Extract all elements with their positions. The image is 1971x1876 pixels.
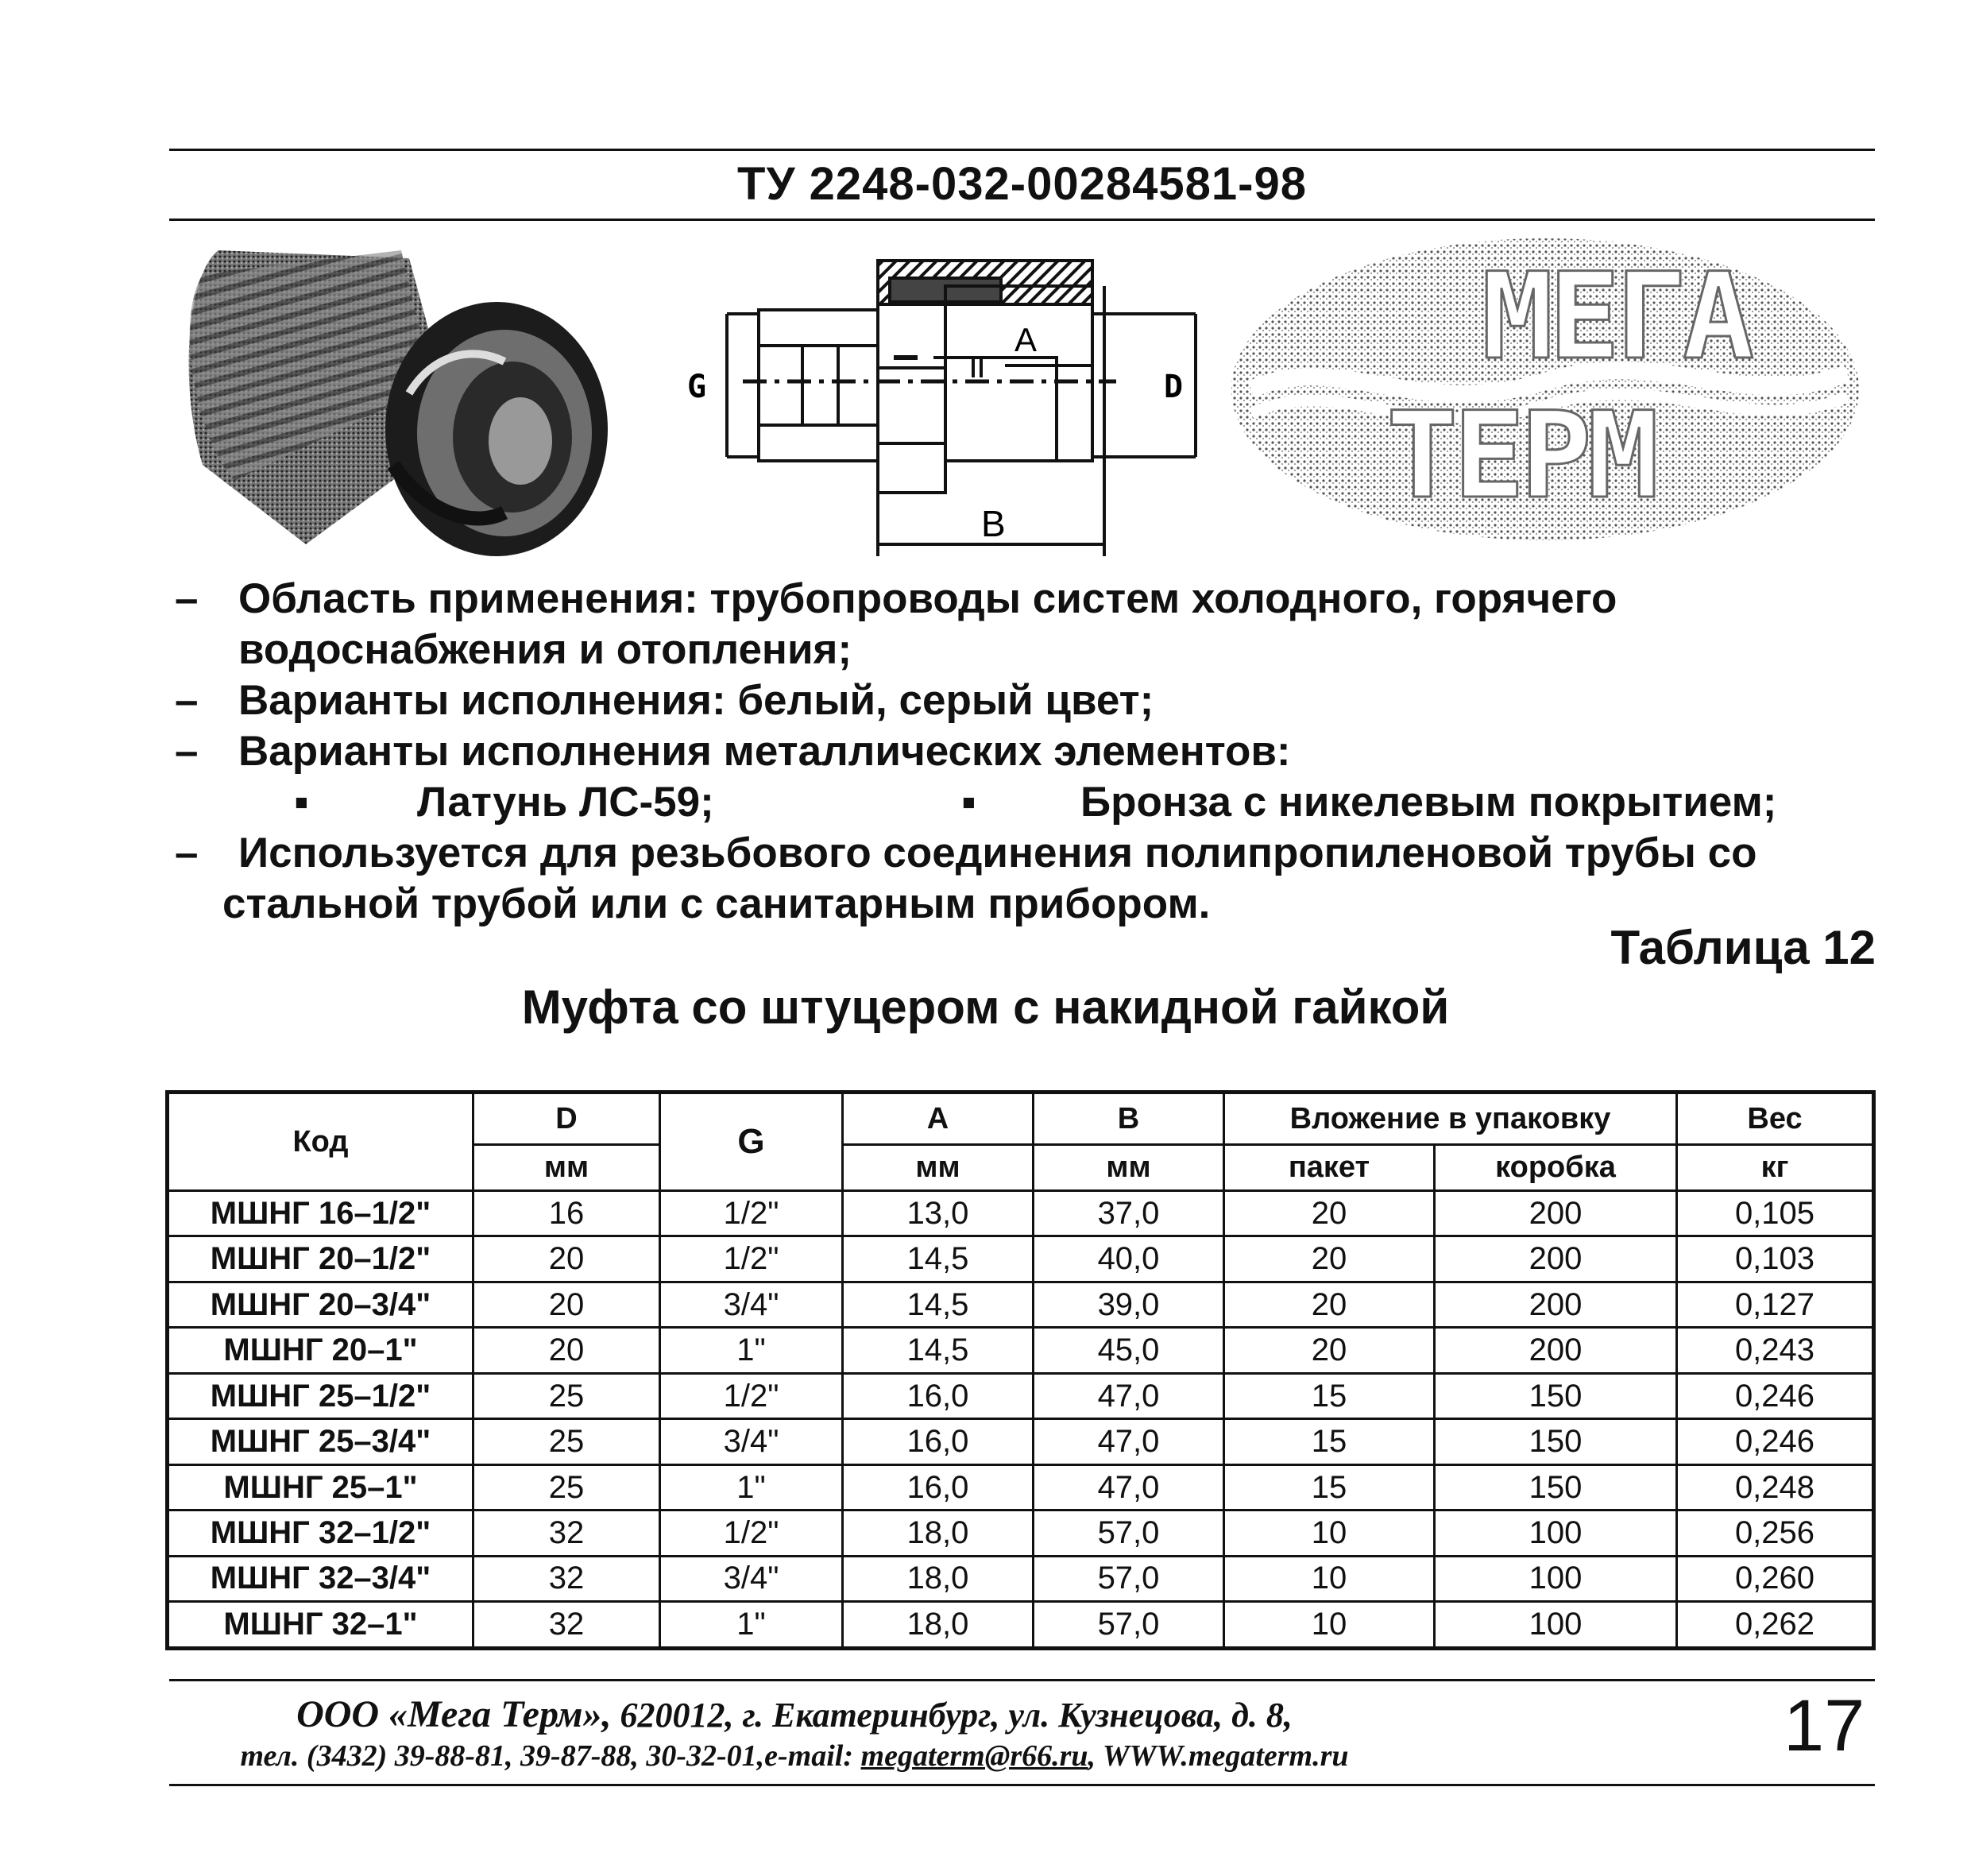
header-pack-bag: пакет [1224,1145,1435,1191]
table-row [168,1510,1874,1556]
footer-contacts-line [0,1739,1589,1773]
header-weight: Вес [1677,1093,1874,1145]
cell-pack-bag: 20 [1224,1282,1435,1327]
table-title: Муфта со штуцером с накидной гайкой [521,981,1450,1034]
table-row [168,1602,1874,1649]
header-b: B [1034,1093,1224,1145]
cell-g: 3/4" [660,1419,843,1464]
cell-pack-box: 150 [1435,1419,1677,1464]
bullet-application-cont [167,625,1875,675]
footer-phones: тел. (3432) 39-88-81, 39-87-88, 30-32-01,e-mail: [240,1739,854,1773]
table-row [168,1373,1874,1418]
bullet-text: Область применения: трубопроводы систем холодного, горячего [238,575,1617,622]
cell-code: МШНГ 25–3/4" [168,1419,473,1464]
footer-company-line [0,1692,1589,1736]
logo-line2: ТЕРМ [1386,387,1655,525]
footer-address: 620012, г. Екатеринбург, ул. Кузнецова, д. 8, [620,1696,1293,1735]
cell-d: 32 [473,1510,660,1556]
header-a: A [843,1093,1034,1145]
cell-a: 18,0 [843,1510,1034,1556]
cell-pack-box: 100 [1435,1556,1677,1601]
footer-email-link[interactable]: megaterm@r66.ru [860,1739,1088,1773]
cell-code: МШНГ 25–1" [168,1464,473,1510]
drawing-label-b: B [981,503,1006,544]
cell-pack-bag: 15 [1224,1419,1435,1464]
square-bullet-icon: ▪ [961,779,976,826]
header-g: G [660,1093,843,1191]
spec-table [165,1090,1876,1650]
header-d: D [473,1093,660,1145]
header-rule [169,219,1875,221]
bullet-text: Варианты исполнения металлических элементов: [238,728,1291,775]
cell-pack-bag: 20 [1224,1236,1435,1282]
bullet-text: Варианты исполнения: белый, серый цвет; [238,677,1154,724]
cell-b: 47,0 [1034,1373,1224,1418]
unit-b: мм [1034,1145,1224,1191]
cell-pack-bag: 15 [1224,1373,1435,1418]
bullet-application [167,574,1875,625]
drawing-label-d: D [1164,369,1184,405]
unit-a: мм [843,1145,1034,1191]
cell-d: 16 [473,1191,660,1236]
cell-weight: 0,260 [1677,1556,1874,1601]
footer-company: ООО «Мега Терм», [296,1693,612,1735]
bullet-metal-variants [167,726,1875,777]
company-logo [1219,230,1871,548]
square-bullet-icon: ▪ [294,779,309,826]
features-list [167,574,1875,930]
cell-a: 14,5 [843,1236,1034,1282]
cell-code: МШНГ 20–1/2" [168,1236,473,1282]
table-row [168,1556,1874,1601]
cell-a: 18,0 [843,1602,1034,1649]
top-rule [169,149,1875,151]
cell-a: 13,0 [843,1191,1034,1236]
cell-weight: 0,262 [1677,1602,1874,1649]
cell-g: 1/2" [660,1236,843,1282]
cell-code: МШНГ 32–1/2" [168,1510,473,1556]
bullet-text: водоснабжения и отопления; [238,626,852,673]
technical-drawing [671,254,1212,568]
cell-weight: 0,103 [1677,1236,1874,1282]
cell-code: МШНГ 25–1/2" [168,1373,473,1418]
cell-b: 37,0 [1034,1191,1224,1236]
table-number: Таблица 12 [1610,921,1876,974]
cell-a: 14,5 [843,1328,1034,1373]
cell-pack-box: 200 [1435,1236,1677,1282]
cell-pack-box: 200 [1435,1328,1677,1373]
cell-d: 25 [473,1464,660,1510]
dash-marker: – [175,728,199,775]
variant-bronze: Бронза с никелевым покрытием; [1080,779,1777,826]
cell-pack-bag: 10 [1224,1510,1435,1556]
cell-weight: 0,246 [1677,1373,1874,1418]
cell-pack-box: 150 [1435,1464,1677,1510]
cell-b: 45,0 [1034,1328,1224,1373]
cell-weight: 0,248 [1677,1464,1874,1510]
cell-pack-box: 100 [1435,1510,1677,1556]
cell-weight: 0,246 [1677,1419,1874,1464]
cell-b: 47,0 [1034,1419,1224,1464]
page-number: 17 [1784,1685,1865,1766]
cell-g: 1/2" [660,1191,843,1236]
footer-bottom-rule [169,1784,1875,1786]
drawing-label-a: A [1014,321,1038,358]
cell-a: 14,5 [843,1282,1034,1327]
header-pack-box: коробка [1435,1145,1677,1191]
header-code: Код [168,1093,473,1191]
cell-pack-bag: 20 [1224,1328,1435,1373]
cell-pack-bag: 10 [1224,1556,1435,1601]
bullet-colors [167,675,1875,726]
bullet-text: стальной трубой или с санитарным прибором. [222,880,1211,927]
dash-marker: – [175,575,199,622]
table-row [168,1328,1874,1373]
drawing-label-g: G [687,369,707,405]
bullet-usage [167,828,1875,879]
table-row [168,1464,1874,1510]
unit-weight: кг [1677,1145,1874,1191]
unit-d: мм [473,1145,660,1191]
dash-marker: – [175,830,199,876]
cell-d: 20 [473,1236,660,1282]
cell-code: МШНГ 20–3/4" [168,1282,473,1327]
cell-pack-box: 100 [1435,1602,1677,1649]
cell-weight: 0,105 [1677,1191,1874,1236]
table-row [168,1419,1874,1464]
cell-d: 25 [473,1419,660,1464]
product-photo [171,226,624,576]
cell-weight: 0,127 [1677,1282,1874,1327]
cell-b: 57,0 [1034,1602,1224,1649]
cell-d: 20 [473,1328,660,1373]
cell-a: 16,0 [843,1419,1034,1464]
cell-code: МШНГ 16–1/2" [168,1191,473,1236]
cell-d: 32 [473,1556,660,1601]
cell-g: 1" [660,1464,843,1510]
footer-top-rule [169,1679,1875,1681]
cell-pack-box: 200 [1435,1282,1677,1327]
bullet-text: Используется для резьбового соединения полипропиленовой трубы со [238,830,1757,876]
footer-website[interactable]: , WWW.megaterm.ru [1088,1739,1349,1773]
logo-line1: МЕГА [1482,248,1750,386]
table-row [168,1236,1874,1282]
cell-d: 20 [473,1282,660,1327]
table-row [168,1191,1874,1236]
table-row [168,1282,1874,1327]
cell-b: 57,0 [1034,1510,1224,1556]
cell-code: МШНГ 32–3/4" [168,1556,473,1601]
cell-g: 1" [660,1602,843,1649]
cell-weight: 0,256 [1677,1510,1874,1556]
cell-pack-bag: 15 [1224,1464,1435,1510]
dash-marker: – [175,677,199,724]
cell-g: 1" [660,1328,843,1373]
cell-a: 18,0 [843,1556,1034,1601]
document-code: ТУ 2248-032-00284581-98 [737,158,1307,210]
cell-code: МШНГ 20–1" [168,1328,473,1373]
cell-g: 3/4" [660,1556,843,1601]
cell-a: 16,0 [843,1373,1034,1418]
variant-brass: Латунь ЛС-59; [417,779,714,826]
cell-g: 1/2" [660,1373,843,1418]
cell-pack-bag: 10 [1224,1602,1435,1649]
cell-g: 3/4" [660,1282,843,1327]
cell-pack-bag: 20 [1224,1191,1435,1236]
cell-a: 16,0 [843,1464,1034,1510]
cell-d: 32 [473,1602,660,1649]
cell-b: 47,0 [1034,1464,1224,1510]
metal-variants-row [167,777,1875,828]
cell-b: 40,0 [1034,1236,1224,1282]
cell-pack-box: 150 [1435,1373,1677,1418]
cell-g: 1/2" [660,1510,843,1556]
cell-b: 39,0 [1034,1282,1224,1327]
header-packaging: Вложение в упаковку [1224,1093,1677,1145]
cell-code: МШНГ 32–1" [168,1602,473,1649]
cell-weight: 0,243 [1677,1328,1874,1373]
cell-pack-box: 200 [1435,1191,1677,1236]
cell-b: 57,0 [1034,1556,1224,1601]
cell-d: 25 [473,1373,660,1418]
